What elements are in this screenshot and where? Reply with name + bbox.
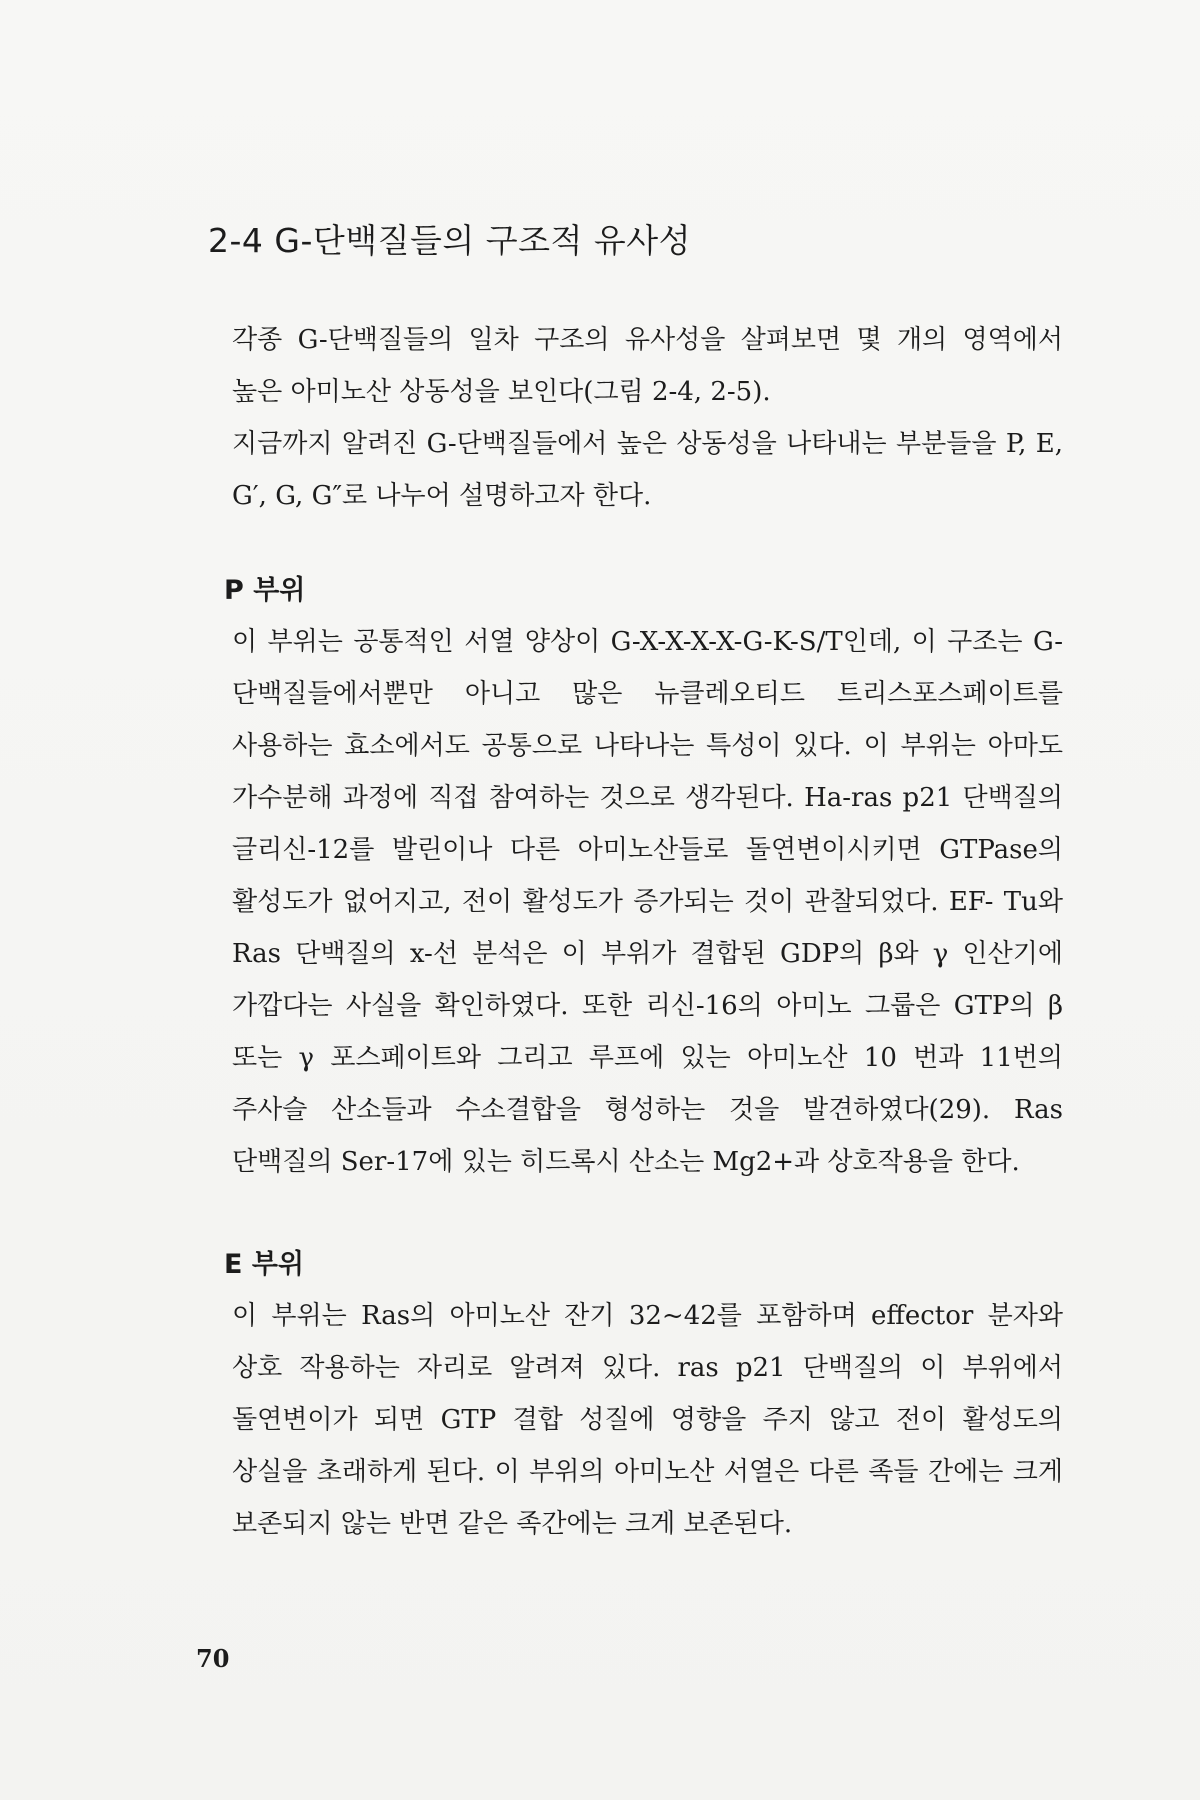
page-number: 70: [196, 1644, 230, 1673]
e-site-title: E 부위: [224, 1249, 305, 1280]
p-site-paragraph: 이 부위는 공통적인 서열 양상이 G-X-X-X-X-G-K-S/T인데, 이 구조는 G-단백질들에서뿐만 아니고 많은 뉴클레오티드 트리스포스페이트를 사용하는 효소에서도 공통으로 나타나는 특성이 있다. 이 부위는 아마도 가수분해 과정에 직접 참여하는 것으로 생각된다. Ha-ras p21 단백질의 글리신-12를 발린이나 다른 아미노산들로 돌연변이시키면 GTPase의 활성도가 없어지고, 전이 활성도가 증가되는 것이 관찰되었다. EF- Tu와 Ras 단백질의 x-선 분석은 이 부위가 결합된 GDP의 β와 γ 인산기에 가깝다는 사실을 확인하였다. 또한 리신-16의 아미노 그룹은 GTP의 β 또는 γ 포스페이트와 그리고 루프에 있는 아미노산 10 번과 11번의 주사슬 산소들과 수소결합을 형성하는 것을 발견하였다(29). Ras 단백질의 Ser-17에 있는 히드록시 산소는 Mg2+과 상호작용을 한다.: [232, 627, 1063, 1177]
p-site-title: P 부위: [224, 575, 306, 606]
intro-paragraph-1: 각종 G-단백질들의 일차 구조의 유사성을 살펴보면 몇 개의 영역에서 높은 아미노산 상동성을 보인다(그림 2-4, 2-5).: [232, 325, 1063, 407]
e-site-paragraph: 이 부위는 Ras의 아미노산 잔기 32~42를 포함하며 effector 분자와 상호 작용하는 자리로 알려져 있다. ras p21 단백질의 이 부위에서 돌연변이가 되면 GTP 결합 성질에 영향을 주지 않고 전이 활성도의 상실을 초래하게 된다. 이 부위의 아미노산 서열은 다른 족들 간에는 크게 보존되지 않는 반면 같은 족간에는 크게 보존된다.: [232, 1301, 1063, 1539]
intro-paragraph-2: 지금까지 알려진 G-단백질들에서 높은 상동성을 나타내는 부분들을 P, E, G′, G, G″로 나누어 설명하고자 한다.: [232, 429, 1063, 511]
section-heading: 2-4 G-단백질들의 구조적 유사성: [208, 221, 692, 260]
page-content: [208, 215, 1063, 1550]
